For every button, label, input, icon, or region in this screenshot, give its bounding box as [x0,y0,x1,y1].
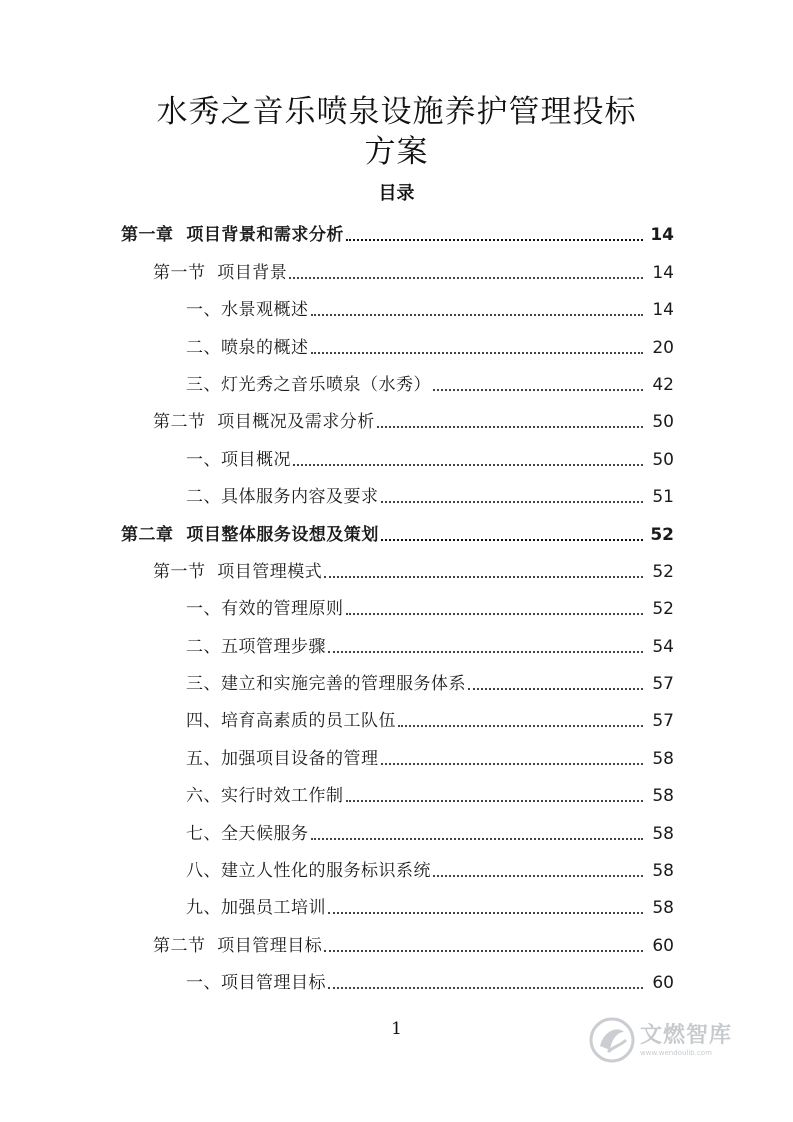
toc-entry[interactable] [0,775,793,812]
toc-entry-label: 三、灯光秀之音乐喷泉（水秀） [186,374,431,395]
toc-entry[interactable] [0,251,793,288]
toc-entry-page: 20 [652,337,674,358]
document-title-line-1: 水秀之音乐喷泉设施养护管理投标 [156,94,637,130]
toc-dot-leader [293,464,643,466]
toc-entry-page: 58 [652,898,674,919]
toc-entry-label: 第二节 项目管理目标 [153,935,323,956]
toc-entry[interactable] [0,625,793,662]
toc-entry-label: 第一章 项目背景和需求分析 [121,225,344,246]
toc-entry[interactable] [0,663,793,700]
toc-entry[interactable] [0,438,793,475]
toc-entry-page: 14 [652,262,674,283]
toc-entry-page: 42 [652,374,674,395]
toc-dot-leader [433,875,643,877]
toc-dot-leader [381,763,644,765]
toc-entry[interactable] [0,812,793,849]
toc-entry[interactable] [0,887,793,924]
toc-entry-label: 第二节 项目概况及需求分析 [153,412,375,433]
toc-dot-leader [468,688,643,690]
toc-entry-label: 第一节 项目背景 [153,262,288,283]
toc-entry-page: 52 [652,599,674,620]
toc-entry[interactable] [0,326,793,363]
toc-dot-leader [324,950,643,952]
toc-dot-leader [381,501,644,503]
toc-dot-leader [346,239,643,241]
table-of-contents [0,214,793,999]
toc-entry-label: 八、建立人性化的服务标识系统 [186,861,431,882]
toc-entry-label: 七、全天候服务 [186,823,309,844]
toc-entry-label: 六、实行时效工作制 [186,786,344,807]
watermark-url: www.wendoulib.com [640,1048,712,1057]
toc-entry-label: 五、加强项目设备的管理 [186,748,379,769]
brand-logo-icon [588,1016,636,1064]
toc-entry-page: 52 [650,524,674,545]
page-number: 1 [391,1019,402,1039]
toc-entry-label: 一、项目管理目标 [186,973,326,994]
toc-entry-label: 三、建立和实施完善的管理服务体系 [186,674,466,695]
toc-entry-page: 58 [652,823,674,844]
toc-heading: 目录 [378,183,415,204]
toc-entry-page: 54 [652,636,674,657]
toc-entry-label: 二、具体服务内容及要求 [186,487,379,508]
toc-dot-leader [328,987,643,989]
toc-entry-label: 一、水景观概述 [186,300,309,321]
toc-entry[interactable] [0,214,793,251]
document-title [0,92,793,172]
toc-entry-label: 第一节 项目管理模式 [153,561,323,582]
toc-entry-page: 58 [652,748,674,769]
toc-entry[interactable] [0,551,793,588]
toc-entry-page: 57 [652,711,674,732]
toc-entry-page: 57 [652,674,674,695]
toc-entry-page: 14 [652,300,674,321]
toc-dot-leader [381,539,643,541]
watermark-name: 文燃智库 [640,1022,733,1048]
toc-entry-page: 50 [652,412,674,433]
toc-dot-leader [377,426,643,428]
toc-entry-page: 50 [652,449,674,470]
toc-entry-label: 二、喷泉的概述 [186,337,309,358]
toc-dot-leader [289,277,643,279]
toc-dot-leader [311,314,644,316]
toc-dot-leader [346,800,644,802]
watermark [588,1010,748,1070]
toc-entry[interactable] [0,924,793,961]
toc-dot-leader [328,912,643,914]
toc-entry-label: 四、培育高素质的员工队伍 [186,711,396,732]
toc-entry-page: 14 [650,225,674,246]
toc-dot-leader [346,613,644,615]
toc-entry-label: 二、五项管理步骤 [186,636,326,657]
toc-entry[interactable] [0,850,793,887]
toc-entry-page: 58 [652,861,674,882]
toc-entry[interactable] [0,289,793,326]
toc-entry[interactable] [0,962,793,999]
toc-entry-page: 60 [652,935,674,956]
toc-dot-leader [328,651,643,653]
toc-entry[interactable] [0,588,793,625]
toc-entry-page: 60 [652,973,674,994]
toc-entry[interactable] [0,476,793,513]
toc-dot-leader [324,576,643,578]
toc-entry-page: 52 [652,561,674,582]
document-title-line-2: 方案 [364,134,429,170]
toc-entry[interactable] [0,364,793,401]
toc-entry[interactable] [0,737,793,774]
toc-dot-leader [311,352,644,354]
toc-entry[interactable] [0,700,793,737]
toc-entry-page: 51 [652,487,674,508]
toc-entry-label: 第二章 项目整体服务设想及策划 [121,524,379,545]
toc-entry[interactable] [0,401,793,438]
toc-entry-label: 一、有效的管理原则 [186,599,344,620]
toc-entry-page: 58 [652,786,674,807]
toc-entry-label: 九、加强员工培训 [186,898,326,919]
toc-dot-leader [311,838,644,840]
toc-entry-label: 一、项目概况 [186,449,291,470]
toc-entry[interactable] [0,513,793,550]
toc-dot-leader [398,725,643,727]
toc-dot-leader [433,389,643,391]
